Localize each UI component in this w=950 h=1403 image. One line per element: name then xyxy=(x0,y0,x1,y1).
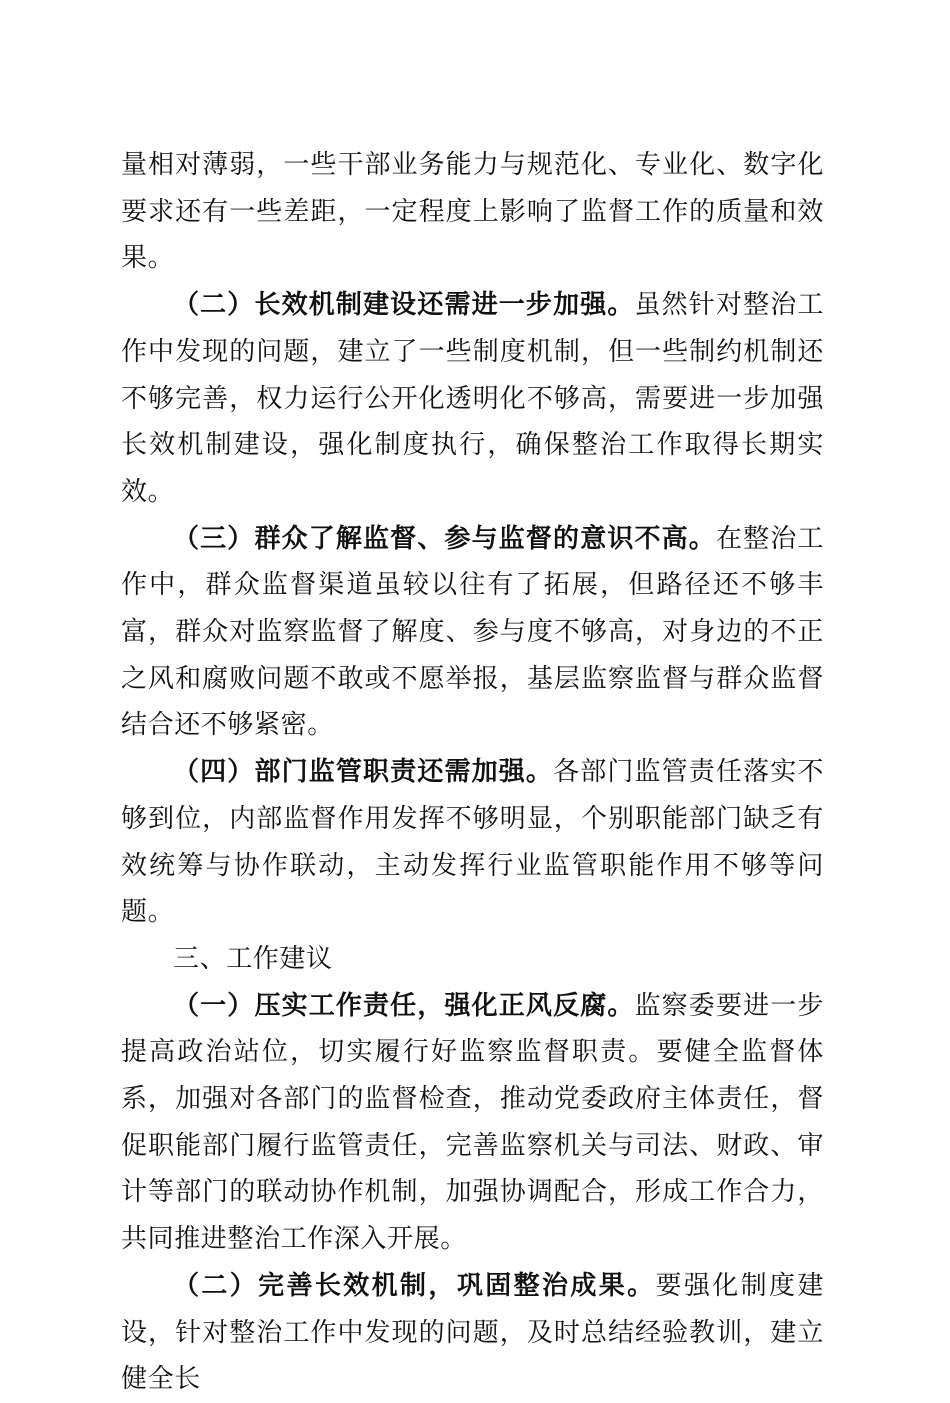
paragraph-lead: （二）长效机制建设还需进一步加强。 xyxy=(173,290,635,321)
paragraph-continuation xyxy=(121,142,824,282)
paragraph-text: 虽然针对整治工作中发现的问题，建立了一些制度机制，但一些制约机制还不够完善，权力运行公开化透明化不够高，需要进一步加强长效机制建设，强化制度执行，确保整治工作取得长期实效。 xyxy=(121,290,825,507)
paragraph-suggestion-1 xyxy=(121,983,824,1263)
paragraph-issue-4 xyxy=(121,749,824,936)
paragraph-lead: （三）群众了解监督、参与监督的意识不高。 xyxy=(173,523,716,554)
paragraph-text: 各部门监管责任落实不够到位，内部监督作用发挥不够明显，个别职能部门缺乏有效统筹与协作联动，主动发挥行业监管职能作用不够等问题。 xyxy=(121,757,824,928)
paragraph-text: 在整治工作中，群众监督渠道虽较以往有了拓展，但路径还不够丰富，群众对监察监督了解度、参与度不够高，对身边的不正之风和腐败问题不敢或不愿举报，基层监察监督与群众监督结合还不够紧密。 xyxy=(121,523,824,741)
paragraph-suggestion-2 xyxy=(121,1263,824,1403)
document-page xyxy=(121,142,824,1403)
section-heading: 三、工作建议 xyxy=(173,943,333,974)
paragraph-lead: （二）完善长效机制，巩固整治成果。 xyxy=(173,1270,656,1301)
paragraph-lead: （一）压实工作责任，强化正风反腐。 xyxy=(173,990,635,1021)
paragraph-lead: （四）部门监管职责还需加强。 xyxy=(173,757,554,788)
paragraph-issue-2 xyxy=(121,282,824,516)
paragraph-text: 要强化制度建设，针对整治工作中发现的问题，及时总结经验教训，建立健全长 xyxy=(121,1270,824,1395)
paragraph-text: 监察委要进一步提高政治站位，切实履行好监察监督职责。要健全监督体系，加强对各部门的监督检查，推动党委政府主体责任，督促职能部门履行监管责任，完善监察机关与司法、财政、审计等部门的联动协作机制，加强协调配合，形成工作合力，共同推进整治工作深入开展。 xyxy=(121,990,825,1255)
paragraph-issue-3 xyxy=(121,516,824,750)
paragraph-text: 量相对薄弱，一些干部业务能力与规范化、专业化、数字化要求还有一些差距，一定程度上影响了监督工作的质量和效果。 xyxy=(121,150,824,274)
